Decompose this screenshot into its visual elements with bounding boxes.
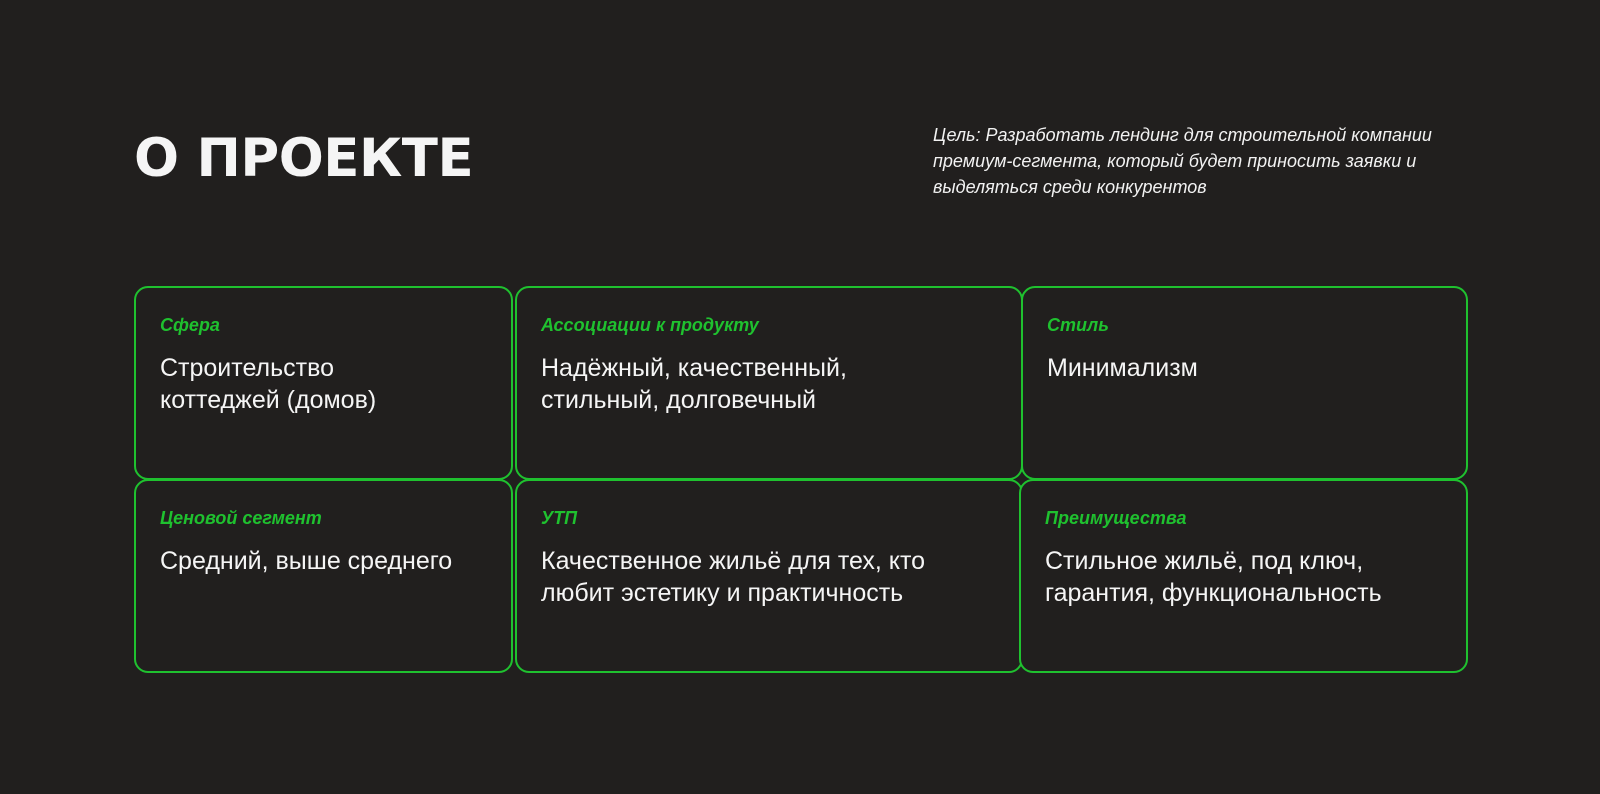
card-value-line: гарантия, функциональность [1045,579,1382,607]
card-label: Ассоциации к продукту [541,315,759,335]
project-goal-line: Цель: Разработать лендинг для строительной компании [933,125,1432,145]
card-label: Сфера [160,315,220,335]
card-value [160,352,376,416]
card-value-line: любит эстетику и практичность [541,579,904,607]
card-label: Преимущества [1045,508,1187,528]
project-goal [933,122,1473,200]
card-value-line: коттеджей (домов) [160,386,377,414]
card-value-line: Средний, выше среднего [160,547,453,575]
card-value [541,545,925,609]
card-associations [515,286,1023,480]
card-value-line: Надёжный, качественный, [541,354,847,382]
card-style [1021,286,1468,480]
project-goal-line: выделяться среди конкурентов [933,177,1207,197]
card-value-line: Строительство [160,354,334,382]
card-value-line: стильный, долговечный [541,386,816,414]
card-usp [515,479,1023,673]
card-label: УТП [541,508,578,528]
card-value [541,352,847,416]
card-price-segment [134,479,513,673]
card-value-line: Минимализм [1047,354,1198,382]
card-value-line: Стильное жильё, под ключ, [1045,547,1364,575]
card-label: Ценовой сегмент [160,508,322,528]
card-value [160,545,452,577]
page-title: О ПРОЕКТЕ [134,128,474,189]
project-goal-line: премиум-сегмента, который будет приносить заявки и [933,151,1417,171]
card-value [1047,352,1198,384]
card-advantages [1019,479,1468,673]
card-label: Стиль [1047,315,1109,335]
card-sphere [134,286,513,480]
card-value-line: Качественное жильё для тех, кто [541,547,926,575]
card-value [1045,545,1382,609]
